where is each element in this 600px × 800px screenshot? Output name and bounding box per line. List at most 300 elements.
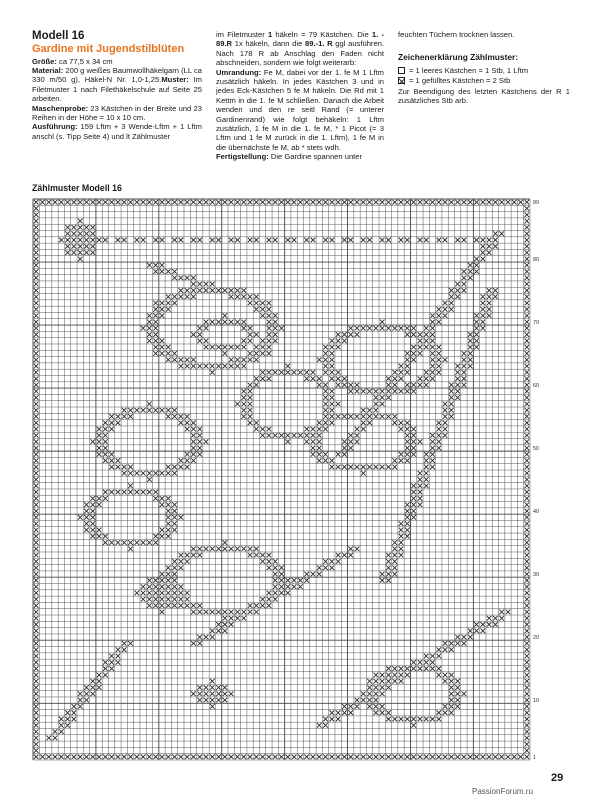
filled-cell [525, 742, 530, 747]
filled-cell [223, 288, 228, 293]
filled-cell [279, 591, 284, 596]
filled-cell [141, 408, 146, 413]
filled-cell [241, 754, 246, 759]
filled-cell [216, 238, 221, 243]
filled-cell [436, 313, 441, 318]
filled-cell [260, 433, 265, 438]
filled-cell [235, 364, 240, 369]
filled-cell [260, 313, 265, 318]
filled-cell [317, 572, 322, 577]
filled-cell [348, 754, 353, 759]
filled-cell [367, 200, 372, 205]
filled-cell [348, 446, 353, 451]
filled-cell [84, 528, 89, 533]
rows-text-5: 1x häkeln, dann die [232, 39, 306, 49]
filled-cell [348, 200, 353, 205]
filled-cell [97, 427, 102, 432]
filled-cell [128, 408, 133, 413]
filled-cell [134, 540, 139, 545]
filled-cell [436, 364, 441, 369]
filled-cell [411, 383, 416, 388]
filled-cell [525, 490, 530, 495]
filled-cell [525, 502, 530, 507]
filled-cell [525, 565, 530, 570]
filled-cell [34, 383, 39, 388]
filled-cell [109, 540, 114, 545]
filled-cell [90, 496, 95, 501]
filled-cell [430, 433, 435, 438]
filled-cell [329, 200, 334, 205]
filled-cell [141, 597, 146, 602]
filled-cell [317, 383, 322, 388]
filled-cell [292, 433, 297, 438]
filled-cell [525, 433, 530, 438]
filled-cell [153, 313, 158, 318]
filled-cell [462, 370, 467, 375]
filled-cell [355, 754, 360, 759]
row-label: 40 [533, 509, 540, 516]
filled-cell [304, 200, 309, 205]
filled-cell [153, 578, 158, 583]
filled-cell [273, 433, 278, 438]
filled-cell [72, 704, 77, 709]
filled-cell [172, 578, 177, 583]
filled-cell [254, 383, 259, 388]
filled-cell [329, 565, 334, 570]
filled-cell [90, 225, 95, 230]
filled-cell [304, 433, 309, 438]
filled-cell [518, 754, 523, 759]
filled-cell [512, 200, 517, 205]
filled-cell [399, 553, 404, 558]
filled-cell [474, 200, 479, 205]
chart-title: Zählmuster Modell 16 [32, 183, 122, 193]
filled-cell [172, 528, 177, 533]
filled-cell [304, 238, 309, 243]
filled-cell [216, 691, 221, 696]
filled-cell [147, 408, 152, 413]
filled-cell [260, 351, 265, 356]
filled-cell [418, 490, 423, 495]
filled-cell [210, 238, 215, 243]
filled-cell [34, 477, 39, 482]
filled-cell [141, 584, 146, 589]
filled-cell [525, 647, 530, 652]
filled-cell [254, 200, 259, 205]
filled-cell [248, 395, 253, 400]
filled-cell [216, 685, 221, 690]
filled-cell [185, 427, 190, 432]
filled-cell [172, 408, 177, 413]
filled-cell [185, 414, 190, 419]
filled-cell [512, 754, 517, 759]
filled-cell [160, 301, 165, 306]
filled-cell [116, 200, 121, 205]
filled-cell [109, 654, 114, 659]
filled-cell [493, 231, 498, 236]
filled-cell [424, 465, 429, 470]
filled-cell [197, 635, 202, 640]
filled-cell [342, 414, 347, 419]
filled-cell [147, 584, 152, 589]
filled-cell [178, 515, 183, 520]
filled-cell [65, 710, 70, 715]
filled-cell [411, 427, 416, 432]
filled-cell [197, 433, 202, 438]
filled-cell [97, 439, 102, 444]
filled-cell [191, 294, 196, 299]
filled-cell [336, 414, 341, 419]
filled-cell [405, 509, 410, 514]
filled-cell [166, 603, 171, 608]
filled-cell [374, 679, 379, 684]
filled-cell [141, 490, 146, 495]
filled-cell [267, 238, 272, 243]
filled-cell [424, 376, 429, 381]
filled-cell [323, 383, 328, 388]
rows-text-2: 1 [267, 30, 273, 39]
filled-cell [241, 200, 246, 205]
filled-cell [166, 565, 171, 570]
filled-cell [399, 546, 404, 551]
filled-cell [34, 257, 39, 262]
filled-cell [197, 288, 202, 293]
filled-cell [34, 628, 39, 633]
filled-cell [405, 717, 410, 722]
filled-cell [34, 572, 39, 577]
filled-cell [40, 200, 45, 205]
filled-cell [241, 402, 246, 407]
filled-cell [122, 465, 127, 470]
filled-cell [374, 408, 379, 413]
filled-cell [160, 351, 165, 356]
filled-cell [311, 446, 316, 451]
filled-cell [386, 710, 391, 715]
filled-cell [204, 288, 209, 293]
filled-cell [323, 458, 328, 463]
filled-cell [191, 691, 196, 696]
filled-cell [525, 603, 530, 608]
filled-cell [399, 458, 404, 463]
filled-cell [525, 553, 530, 558]
filled-cell [380, 691, 385, 696]
filled-cell [462, 357, 467, 362]
filled-cell [260, 553, 265, 558]
filled-cell [493, 616, 498, 621]
filled-cell [185, 559, 190, 564]
filled-cell [399, 200, 404, 205]
filled-cell [480, 238, 485, 243]
filled-cell [443, 238, 448, 243]
filled-cell [260, 307, 265, 312]
filled-cell [449, 641, 454, 646]
rows-text-4: 1. - 89.R [216, 30, 384, 49]
filled-cell [367, 698, 372, 703]
filled-cell [273, 754, 278, 759]
filled-cell [525, 420, 530, 425]
filled-cell [418, 502, 423, 507]
filled-cell [34, 332, 39, 337]
filled-cell [78, 225, 83, 230]
filled-cell [525, 717, 530, 722]
drying-text: feuchten Tüchern trocknen lassen. [398, 30, 515, 39]
filled-cell [90, 691, 95, 696]
filled-cell [116, 238, 121, 243]
filled-cell [374, 691, 379, 696]
filled-cell [525, 452, 530, 457]
filled-cell [361, 200, 366, 205]
filled-cell [191, 452, 196, 457]
filled-cell [468, 754, 473, 759]
filled-cell [210, 754, 215, 759]
filled-cell [380, 402, 385, 407]
filled-cell [436, 647, 441, 652]
filled-cell [493, 200, 498, 205]
filled-cell [267, 345, 272, 350]
filled-cell [405, 238, 410, 243]
filled-cell [178, 465, 183, 470]
filled-cell [160, 496, 165, 501]
filled-cell [260, 559, 265, 564]
filled-cell [424, 338, 429, 343]
filled-cell [34, 200, 39, 205]
filled-cell [241, 389, 246, 394]
filled-cell [273, 584, 278, 589]
filled-cell [153, 603, 158, 608]
filled-cell [455, 288, 460, 293]
filled-cell [248, 603, 253, 608]
filled-cell [525, 225, 530, 230]
filled-cell [449, 685, 454, 690]
filled-cell [367, 389, 372, 394]
filled-cell [525, 666, 530, 671]
filled-cell [317, 754, 322, 759]
filled-cell [235, 294, 240, 299]
filled-cell [78, 515, 83, 520]
filled-cell [443, 307, 448, 312]
filled-cell [399, 673, 404, 678]
filled-cell [84, 515, 89, 520]
filled-cell [405, 427, 410, 432]
size-label: Größe: [32, 56, 57, 66]
filled-cell [204, 364, 209, 369]
filled-cell [430, 370, 435, 375]
filled-cell [329, 559, 334, 564]
filled-cell [374, 200, 379, 205]
filled-cell [160, 572, 165, 577]
filled-cell [449, 288, 454, 293]
filled-cell [254, 754, 259, 759]
filled-cell [525, 628, 530, 633]
filled-cell [178, 584, 183, 589]
filled-cell [292, 584, 297, 589]
filled-cell [97, 673, 102, 678]
filled-cell [273, 326, 278, 331]
filled-cell [197, 452, 202, 457]
filled-cell [525, 408, 530, 413]
filled-cell [386, 383, 391, 388]
filled-cell [386, 559, 391, 564]
filled-cell [361, 414, 366, 419]
material-label: Material: [32, 65, 64, 75]
filled-cell [525, 641, 530, 646]
filled-cell [210, 345, 215, 350]
filled-cell [97, 446, 102, 451]
filled-cell [392, 458, 397, 463]
filled-cell [78, 691, 83, 696]
filled-cell [185, 465, 190, 470]
filled-cell [34, 231, 39, 236]
filled-cell [424, 654, 429, 659]
filled-cell [374, 414, 379, 419]
filled-cell [430, 654, 435, 659]
filled-cell [430, 313, 435, 318]
filled-cell [153, 597, 158, 602]
filled-cell [191, 427, 196, 432]
filled-cell [449, 704, 454, 709]
filled-cell [374, 698, 379, 703]
filled-cell [367, 679, 372, 684]
filled-cell [103, 446, 108, 451]
filled-cell [185, 275, 190, 280]
filled-cell [342, 439, 347, 444]
filled-cell [116, 414, 121, 419]
filled-cell [525, 231, 530, 236]
filled-cell [172, 754, 177, 759]
filled-cell [248, 294, 253, 299]
filled-cell [361, 691, 366, 696]
filled-cell [418, 383, 423, 388]
filled-cell [34, 395, 39, 400]
filled-cell [493, 238, 498, 243]
filled-cell [197, 200, 202, 205]
filled-cell [273, 370, 278, 375]
filled-cell [116, 654, 121, 659]
filled-cell [386, 395, 391, 400]
filled-cell [525, 326, 530, 331]
filled-cell [279, 200, 284, 205]
filled-cell [34, 357, 39, 362]
filled-cell [342, 704, 347, 709]
filled-cell [355, 414, 360, 419]
filled-cell [317, 433, 322, 438]
filled-cell [34, 704, 39, 709]
filled-cell [34, 754, 39, 759]
filled-cell [34, 698, 39, 703]
filled-cell [386, 326, 391, 331]
filled-cell [292, 578, 297, 583]
filled-cell [525, 250, 530, 255]
filled-cell [342, 446, 347, 451]
filled-cell [210, 370, 215, 375]
filled-cell [178, 565, 183, 570]
filled-cell [134, 200, 139, 205]
filled-cell [493, 754, 498, 759]
filled-cell [462, 376, 467, 381]
filled-cell [399, 376, 404, 381]
filled-cell [160, 200, 165, 205]
filled-cell [525, 383, 530, 388]
filled-cell [34, 370, 39, 375]
filled-cell [285, 439, 290, 444]
filled-cell [380, 395, 385, 400]
legend-empty-text: = 1 leeres Kästchen = 1 Stb, 1 Lftm [409, 65, 529, 75]
filled-cell [210, 698, 215, 703]
filled-cell [418, 660, 423, 665]
filled-cell [191, 439, 196, 444]
filled-cell [160, 345, 165, 350]
filled-cell [273, 332, 278, 337]
filled-cell [380, 578, 385, 583]
filled-cell [279, 754, 284, 759]
filled-cell [405, 515, 410, 520]
filled-cell [34, 635, 39, 640]
filled-cell [311, 433, 316, 438]
filled-cell [525, 338, 530, 343]
filled-cell [34, 313, 39, 318]
filled-cell [525, 578, 530, 583]
filled-cell [449, 402, 454, 407]
filled-cell [525, 263, 530, 268]
filled-cell [34, 439, 39, 444]
filled-cell [34, 591, 39, 596]
filled-cell [468, 628, 473, 633]
filled-cell [178, 591, 183, 596]
filled-cell [487, 250, 492, 255]
row-label: 10 [533, 698, 540, 705]
filled-cell [436, 654, 441, 659]
filled-cell [436, 307, 441, 312]
filled-cell [399, 389, 404, 394]
filled-cell [525, 288, 530, 293]
filled-cell [392, 370, 397, 375]
filled-cell [235, 288, 240, 293]
filled-cell [229, 238, 234, 243]
filled-cell [34, 717, 39, 722]
row-label: 50 [533, 445, 540, 452]
filled-cell [248, 301, 253, 306]
filled-cell [191, 238, 196, 243]
filled-cell [241, 610, 246, 615]
filled-cell [411, 326, 416, 331]
filled-cell [122, 647, 127, 652]
filled-cell [160, 610, 165, 615]
filled-cell [254, 345, 259, 350]
filled-cell [449, 414, 454, 419]
filled-cell [185, 603, 190, 608]
legend-filled-text: = 1 gefülltes Kästchen = 2 Stb [409, 76, 511, 86]
filled-cell [153, 540, 158, 545]
filled-cell [103, 666, 108, 671]
filled-cell [34, 433, 39, 438]
filled-cell [317, 427, 322, 432]
filled-cell [525, 458, 530, 463]
filled-cell [109, 452, 114, 457]
filled-cell [185, 754, 190, 759]
filled-cell [525, 704, 530, 709]
filled-cell [197, 553, 202, 558]
filled-cell [430, 326, 435, 331]
rows-text-3: häkeln = 79 Kästchen. Die [272, 30, 372, 39]
filled-cell [53, 736, 58, 741]
filled-cell [480, 622, 485, 627]
filled-cell [90, 509, 95, 514]
filled-cell [260, 338, 265, 343]
filled-cell [399, 364, 404, 369]
filled-cell [374, 673, 379, 678]
filled-cell [424, 452, 429, 457]
filled-cell [153, 408, 158, 413]
